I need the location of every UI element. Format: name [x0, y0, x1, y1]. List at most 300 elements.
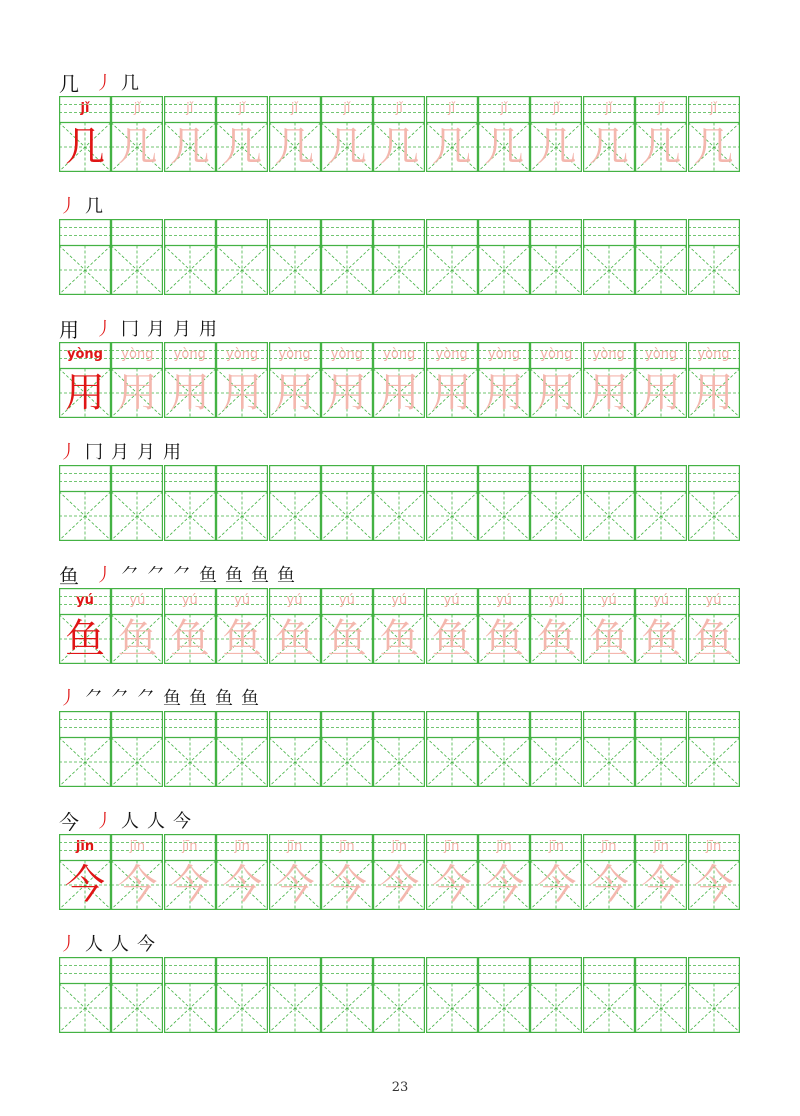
model-cell: [59, 96, 111, 172]
practice-cell[interactable]: [59, 957, 111, 1033]
stroke-step: 人: [85, 934, 103, 955]
hanzi-text: 几: [65, 124, 105, 170]
practice-cell[interactable]: [111, 465, 163, 541]
pinyin-text: yòng: [226, 347, 259, 362]
practice-cell[interactable]: [583, 219, 635, 295]
hanzi-text: 今: [536, 862, 577, 908]
trace-cell: [478, 588, 530, 664]
stroke-step: 人: [147, 811, 165, 832]
practice-cell[interactable]: [688, 957, 740, 1033]
practice-cell[interactable]: [426, 957, 478, 1033]
hanzi-text: 用: [326, 370, 367, 416]
grid-cell-lines: [635, 957, 687, 1033]
pinyin-text: jīn: [129, 839, 146, 854]
stroke-step: 丿: [95, 811, 113, 832]
hanzi-text: 用: [169, 370, 210, 416]
grid-cell-lines: [688, 465, 740, 541]
practice-cell[interactable]: [478, 465, 530, 541]
pinyin-text: jǐ: [238, 101, 246, 116]
grid-cell-lines: [530, 465, 582, 541]
hanzi-text: 鱼: [117, 616, 158, 662]
stroke-step: 今: [173, 811, 191, 832]
hanzi-text: 用: [693, 370, 734, 416]
grid-cell-lines: [583, 957, 635, 1033]
stroke-order-row: [59, 190, 103, 218]
grid-cell-lines: [583, 219, 635, 295]
practice-cell[interactable]: [583, 957, 635, 1033]
practice-cell[interactable]: [688, 711, 740, 787]
practice-cell[interactable]: [583, 465, 635, 541]
practice-cell[interactable]: [373, 957, 425, 1033]
trace-cell: [216, 342, 268, 418]
stroke-order-header: [59, 559, 295, 587]
pinyin-text: jǐ: [186, 101, 194, 116]
hanzi-text: 鱼: [641, 616, 682, 662]
pinyin-text: yú: [600, 593, 617, 608]
pinyin-text: jīn: [75, 839, 95, 854]
trace-cell: [688, 342, 740, 418]
stroke-step: 今: [137, 934, 155, 955]
blank-practice-row: [59, 465, 740, 541]
stroke-step: 丿: [59, 688, 77, 709]
pinyin-text: yú: [76, 593, 94, 608]
trace-cell: [321, 342, 373, 418]
hanzi-text: 几: [641, 124, 682, 170]
grid-cell-lines: [530, 957, 582, 1033]
pinyin-text: jīn: [339, 839, 355, 854]
hanzi-text: 鱼: [431, 616, 472, 662]
practice-cell[interactable]: [111, 711, 163, 787]
hanzi-text: 用: [431, 370, 472, 416]
pinyin-text: yú: [338, 593, 355, 608]
grid-cell-lines: [583, 711, 635, 787]
pinyin-text: yòng: [67, 347, 103, 362]
pinyin-text: yòng: [540, 347, 573, 362]
hanzi-text: 用: [536, 370, 577, 416]
grid-cell-lines: [688, 711, 740, 787]
stroke-order-header: [59, 67, 139, 95]
grid-cell-lines: [59, 957, 111, 1033]
hanzi-text: 今: [641, 862, 682, 908]
stroke-step: 用: [163, 442, 181, 463]
pinyin-text: jǐ: [605, 101, 613, 116]
stroke-step: 鱼: [225, 565, 243, 586]
practice-cell[interactable]: [373, 711, 425, 787]
practice-cell[interactable]: [635, 465, 687, 541]
grid-cell-lines: [164, 711, 216, 787]
practice-cell[interactable]: [216, 465, 268, 541]
pinyin-text: yú: [496, 593, 512, 608]
practice-cell[interactable]: [426, 711, 478, 787]
hanzi-text: 几: [222, 124, 263, 170]
pinyin-text: yú: [286, 593, 303, 608]
pinyin-text: yú: [234, 593, 251, 608]
hanzi-text: 鱼: [222, 616, 263, 662]
pinyin-text: jīn: [601, 839, 617, 854]
practice-cell[interactable]: [583, 711, 635, 787]
hanzi-text: 几: [117, 124, 158, 170]
practice-cell[interactable]: [373, 219, 425, 295]
model-cell: [59, 588, 111, 664]
hanzi-text: 今: [222, 862, 263, 908]
pinyin-text: jǐ: [80, 101, 90, 116]
stroke-step: ⺈: [137, 688, 155, 709]
grid-cell-lines: [426, 711, 478, 787]
trace-cell: [164, 588, 216, 664]
practice-cell[interactable]: [321, 711, 373, 787]
practice-cell[interactable]: [530, 465, 582, 541]
practice-cell[interactable]: [216, 219, 268, 295]
hanzi-text: 今: [693, 862, 734, 908]
model-cell: [59, 834, 111, 910]
grid-cell-lines: [373, 957, 425, 1033]
pinyin-text: yú: [391, 593, 408, 608]
trace-cell: [583, 342, 635, 418]
grid-cell-lines: [426, 957, 478, 1033]
practice-cell[interactable]: [269, 465, 321, 541]
trace-cell: [321, 834, 373, 910]
pinyin-text: yú: [181, 593, 198, 608]
practice-cell[interactable]: [426, 219, 478, 295]
practice-cell[interactable]: [635, 957, 687, 1033]
stroke-step: 丿: [59, 442, 77, 463]
trace-cell: [216, 96, 268, 172]
trace-cell: [635, 588, 687, 664]
grid-cell-lines: [321, 711, 373, 787]
trace-cell: [426, 834, 478, 910]
hanzi-text: 几: [536, 124, 577, 170]
trace-cell: [530, 96, 582, 172]
grid-cell-lines: [635, 219, 687, 295]
grid-cell-lines: [59, 465, 111, 541]
stroke-step: 月: [173, 319, 191, 340]
practice-cell[interactable]: [111, 219, 163, 295]
pinyin-text: yòng: [121, 347, 154, 362]
grid-cell-lines: [426, 219, 478, 295]
hanzi-text: 今: [484, 862, 524, 908]
grid-cell-lines: [216, 957, 268, 1033]
grid-cell-lines: [269, 957, 321, 1033]
stroke-step: ⺈: [111, 688, 129, 709]
grid-cell-lines: [321, 465, 373, 541]
trace-cell: [373, 834, 425, 910]
practice-cell[interactable]: [478, 219, 530, 295]
hanzi-text: 几: [431, 124, 472, 170]
pinyin-text: yú: [705, 593, 722, 608]
practice-cell[interactable]: [635, 711, 687, 787]
hanzi-text: 几: [326, 124, 367, 170]
practice-cell[interactable]: [164, 711, 216, 787]
stroke-step: 鱼: [163, 688, 181, 709]
practice-cell[interactable]: [635, 219, 687, 295]
hanzi-text: 今: [274, 862, 315, 908]
pinyin-text: jǐ: [290, 101, 299, 116]
trace-cell: [321, 96, 373, 172]
hanzi-text: 鱼: [536, 616, 577, 662]
hanzi-text: 鱼: [693, 616, 734, 662]
grid-cell-lines: [111, 219, 163, 295]
tracing-row: [59, 588, 740, 664]
grid-cell-lines: [688, 219, 740, 295]
hanzi-text: 几: [169, 124, 210, 170]
blank-practice-row: [59, 957, 740, 1033]
grid-cell-lines: [164, 465, 216, 541]
trace-cell: [478, 342, 530, 418]
trace-cell: [530, 588, 582, 664]
grid-cell-lines: [478, 219, 530, 295]
trace-cell: [583, 834, 635, 910]
trace-cell: [688, 588, 740, 664]
practice-cell[interactable]: [478, 711, 530, 787]
hanzi-text: 鱼: [169, 616, 210, 662]
hanzi-text: 用: [379, 370, 420, 416]
trace-cell: [321, 588, 373, 664]
hanzi-text: 鱼: [65, 616, 105, 662]
trace-cell: [164, 834, 216, 910]
stroke-step: ⺈: [147, 565, 165, 586]
hanzi-text: 鱼: [274, 616, 315, 662]
hanzi-text: 用: [117, 370, 158, 416]
practice-cell[interactable]: [269, 219, 321, 295]
practice-cell[interactable]: [164, 957, 216, 1033]
grid-cell-lines: [426, 465, 478, 541]
practice-cell[interactable]: [530, 219, 582, 295]
stroke-step: ⺈: [173, 565, 191, 586]
model-cell: [59, 342, 111, 418]
pinyin-text: jīn: [443, 839, 460, 854]
trace-cell: [216, 588, 268, 664]
pinyin-text: yòng: [435, 347, 468, 362]
grid-cell-lines: [111, 957, 163, 1033]
hanzi-text: 今: [117, 862, 158, 908]
stroke-step: 鱼: [251, 565, 269, 586]
hanzi-text: 今: [326, 862, 367, 908]
trace-cell: [635, 342, 687, 418]
stroke-step: 几: [121, 73, 139, 94]
pinyin-text: jǐ: [448, 101, 456, 116]
grid-cell-lines: [164, 219, 216, 295]
trace-cell: [373, 342, 425, 418]
tracing-row: [59, 96, 740, 172]
stroke-step: 人: [111, 934, 129, 955]
practice-cell[interactable]: [688, 219, 740, 295]
hanzi-text: 鱼: [326, 616, 367, 662]
pinyin-text: yòng: [487, 347, 521, 362]
pinyin-text: jīn: [548, 839, 565, 854]
practice-cell[interactable]: [478, 957, 530, 1033]
tracing-row: [59, 834, 740, 910]
grid-cell-lines: [635, 711, 687, 787]
trace-cell: [111, 342, 163, 418]
grid-cell-lines: [583, 465, 635, 541]
pinyin-text: jīn: [286, 839, 303, 854]
pinyin-text: jīn: [653, 839, 669, 854]
stroke-step: 鱼: [277, 565, 295, 586]
pinyin-text: jǐ: [395, 101, 403, 116]
grid-cell-lines: [269, 711, 321, 787]
grid-cell-lines: [530, 711, 582, 787]
stroke-order-row: [59, 928, 155, 956]
stroke-step: 月: [147, 319, 165, 340]
trace-cell: [111, 96, 163, 172]
grid-cell-lines: [269, 219, 321, 295]
trace-cell: [583, 96, 635, 172]
trace-cell: [635, 96, 687, 172]
hanzi-text: 今: [65, 862, 105, 908]
stroke-step: 月: [137, 442, 155, 463]
hanzi-text: 几: [693, 124, 734, 170]
grid-cell-lines: [321, 219, 373, 295]
character-label: 用: [59, 318, 79, 342]
stroke-step: 鱼: [241, 688, 259, 709]
grid-cell-lines: [59, 711, 111, 787]
stroke-step: ⺈: [121, 565, 139, 586]
trace-cell: [373, 588, 425, 664]
hanzi-text: 鱼: [484, 616, 524, 662]
stroke-step: 冂: [121, 319, 139, 340]
practice-cell[interactable]: [216, 957, 268, 1033]
practice-cell[interactable]: [164, 219, 216, 295]
practice-cell[interactable]: [530, 957, 582, 1033]
pinyin-text: yú: [443, 593, 460, 608]
stroke-step: 冂: [85, 442, 103, 463]
stroke-step: 人: [121, 811, 139, 832]
practice-cell[interactable]: [59, 219, 111, 295]
grid-cell-lines: [59, 219, 111, 295]
grid-cell-lines: [373, 219, 425, 295]
pinyin-text: jǐ: [657, 101, 665, 116]
grid-cell-lines: [635, 465, 687, 541]
practice-cell[interactable]: [164, 465, 216, 541]
practice-cell[interactable]: [321, 219, 373, 295]
pinyin-text: yòng: [697, 347, 730, 362]
pinyin-text: yòng: [645, 347, 678, 362]
stroke-step: 鱼: [189, 688, 207, 709]
practice-cell[interactable]: [59, 465, 111, 541]
trace-cell: [111, 834, 163, 910]
hanzi-text: 今: [379, 862, 420, 908]
hanzi-text: 用: [65, 370, 105, 416]
pinyin-text: jīn: [234, 839, 250, 854]
hanzi-text: 用: [222, 370, 263, 416]
practice-cell[interactable]: [59, 711, 111, 787]
practice-cell[interactable]: [216, 711, 268, 787]
grid-cell-lines: [478, 465, 530, 541]
practice-cell[interactable]: [269, 957, 321, 1033]
trace-cell: [164, 342, 216, 418]
pinyin-text: yú: [548, 593, 565, 608]
grid-cell-lines: [269, 465, 321, 541]
pinyin-text: yòng: [330, 347, 363, 362]
stroke-step: 鱼: [215, 688, 233, 709]
grid-cell-lines: [530, 219, 582, 295]
character-label: 几: [59, 72, 79, 96]
practice-cell[interactable]: [321, 465, 373, 541]
trace-cell: [426, 588, 478, 664]
tracing-row: [59, 342, 740, 418]
grid-cell-lines: [478, 711, 530, 787]
stroke-step: ⺈: [85, 688, 103, 709]
grid-cell-lines: [216, 219, 268, 295]
stroke-step: 用: [199, 319, 217, 340]
pinyin-text: jīn: [182, 839, 198, 854]
pinyin-text: jǐ: [552, 101, 560, 116]
stroke-step: 月: [111, 442, 129, 463]
practice-cell[interactable]: [111, 957, 163, 1033]
trace-cell: [373, 96, 425, 172]
hanzi-text: 几: [484, 124, 524, 170]
pinyin-text: jǐ: [343, 101, 351, 116]
grid-cell-lines: [373, 711, 425, 787]
trace-cell: [111, 588, 163, 664]
trace-cell: [688, 834, 740, 910]
pinyin-text: jīn: [705, 839, 722, 854]
grid-cell-lines: [373, 465, 425, 541]
pinyin-text: yòng: [173, 347, 206, 362]
stroke-step: 丿: [59, 934, 77, 955]
hanzi-text: 用: [641, 370, 682, 416]
trace-cell: [688, 96, 740, 172]
practice-cell[interactable]: [530, 711, 582, 787]
stroke-order-header: [59, 313, 217, 341]
hanzi-text: 用: [274, 370, 315, 416]
stroke-order-header: [59, 805, 191, 833]
stroke-step: 几: [85, 196, 103, 217]
grid-cell-lines: [321, 957, 373, 1033]
hanzi-text: 几: [588, 124, 629, 170]
stroke-step: 丿: [95, 73, 113, 94]
stroke-step: 鱼: [199, 565, 217, 586]
stroke-step: 丿: [59, 196, 77, 217]
pinyin-text: yú: [129, 593, 146, 608]
practice-cell[interactable]: [426, 465, 478, 541]
grid-cell-lines: [164, 957, 216, 1033]
trace-cell: [478, 834, 530, 910]
stroke-order-row: [59, 682, 259, 710]
trace-cell: [269, 342, 321, 418]
pinyin-text: jǐ: [133, 101, 141, 116]
pinyin-text: jīn: [391, 839, 407, 854]
hanzi-text: 鱼: [588, 616, 629, 662]
grid-cell-lines: [216, 465, 268, 541]
practice-cell[interactable]: [688, 465, 740, 541]
pinyin-text: jīn: [496, 839, 512, 854]
grid-cell-lines: [478, 957, 530, 1033]
pinyin-text: jǐ: [709, 101, 718, 116]
trace-cell: [164, 96, 216, 172]
trace-cell: [635, 834, 687, 910]
hanzi-text: 几: [379, 124, 420, 170]
pinyin-text: yòng: [278, 347, 311, 362]
stroke-step: 丿: [95, 565, 113, 586]
trace-cell: [583, 588, 635, 664]
trace-cell: [426, 96, 478, 172]
character-label: 今: [59, 810, 79, 834]
blank-practice-row: [59, 219, 740, 295]
trace-cell: [426, 342, 478, 418]
pinyin-text: jǐ: [500, 101, 508, 116]
practice-cell[interactable]: [269, 711, 321, 787]
blank-practice-row: [59, 711, 740, 787]
hanzi-text: 用: [484, 370, 524, 416]
grid-cell-lines: [111, 465, 163, 541]
hanzi-text: 今: [588, 862, 629, 908]
practice-cell[interactable]: [373, 465, 425, 541]
trace-cell: [269, 588, 321, 664]
stroke-step: 丿: [95, 319, 113, 340]
practice-cell[interactable]: [321, 957, 373, 1033]
trace-cell: [216, 834, 268, 910]
